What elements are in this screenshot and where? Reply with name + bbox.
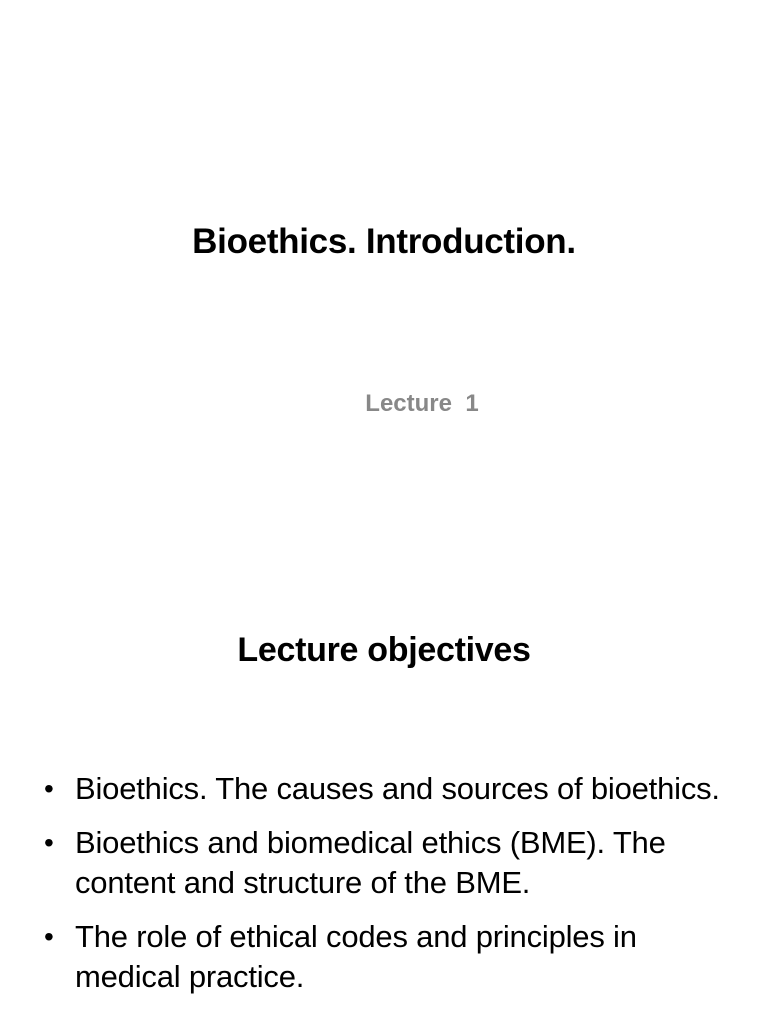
slide-title: Bioethics. Introduction. [192, 222, 576, 261]
objective-item [44, 917, 744, 997]
objectives-slide [0, 576, 768, 1024]
objectives-list [44, 769, 744, 1011]
bullet-icon: • [44, 773, 54, 804]
objectives-title: Lecture objectives [237, 631, 531, 669]
bullet-icon: • [44, 827, 54, 858]
objective-item [44, 823, 744, 903]
bullet-icon: • [44, 921, 54, 952]
objective-item [44, 769, 744, 809]
objective-text: The role of ethical codes and principles in medical practice. [75, 919, 637, 994]
objective-text: Bioethics. The causes and sources of bioethics. [75, 771, 720, 806]
objective-text: Bioethics and biomedical ethics (BME). The content and structure of the BME. [75, 825, 666, 900]
slide-subtitle: Lecture 1 [365, 390, 479, 417]
